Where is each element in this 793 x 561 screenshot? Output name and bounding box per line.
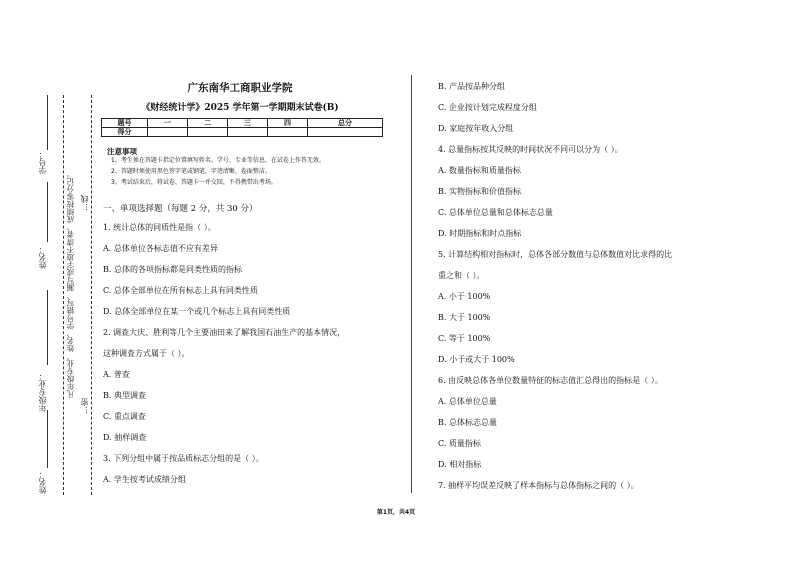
name-blank-2 (47, 410, 48, 468)
question-line: 6. 由反映总体各单位数量特征的标志值汇总得出的指标是（ ）。 (438, 376, 663, 385)
question-line: B. 产品按品种分组 (438, 82, 505, 91)
question-line: C. 企业按计划完成程度分组 (438, 103, 537, 112)
question-line: C. 总体单位总量和总体标志总量 (438, 208, 553, 217)
score-table-cell: 四 (268, 119, 308, 128)
major-label: 年级专业： (38, 372, 47, 412)
question-line: 2. 调查大庆、胜利等几个主要油田来了解我国石油生产的基本情况， (103, 328, 346, 337)
binding-dashed-line-inner (91, 95, 92, 495)
question-line: D. 家庭按年收入分组 (438, 124, 514, 133)
question-line: D. 抽样调查 (103, 433, 147, 442)
question-line: C. 等于 100% (438, 334, 491, 343)
question-line: 3. 下列分组中属于按品质标志分组的是（ ）。 (103, 454, 264, 463)
score-table-cell: 二 (188, 119, 228, 128)
question-line: 这种调查方式属于（ ）。 (103, 349, 190, 358)
page-number: 第1页，共4页 (376, 509, 416, 516)
score-table-cell (148, 128, 188, 137)
question-line: 4. 总量指标按其反映的时间状况不同可以分为（ ）。 (438, 145, 623, 154)
notes-title: 注意事项 (107, 147, 137, 156)
question-line: C. 重点调查 (103, 412, 146, 421)
score-table-score-row (102, 128, 383, 137)
score-table-cell (188, 128, 228, 137)
question-line: D. 总体全部单位在某一个或几个标志上具有同类性质 (103, 307, 291, 316)
question-line: 重之和（ ）。 (438, 271, 485, 280)
question-line: A. 总体单位总量 (438, 397, 497, 406)
binding-line-mark-top: …线 (80, 195, 89, 211)
score-table-cell: 题号 (102, 119, 148, 128)
question-line: C. 总体全部单位在所有标志上具有同类性质 (103, 286, 258, 295)
score-table-cell (308, 128, 383, 137)
question-line: B. 大于 100% (438, 313, 491, 322)
score-table (101, 118, 383, 137)
question-line: D. 小于或大于 100% (438, 355, 515, 364)
exam-title: 《财经统计学》2025 学年第一学期期末试卷(B) (141, 103, 339, 113)
student-id-blank (47, 95, 48, 150)
school-name: 广东南华工商职业学院 (187, 82, 293, 94)
question-line: B. 典型调查 (103, 391, 146, 400)
name-blank-1 (47, 182, 48, 242)
score-table-cell (228, 128, 268, 137)
question-line: A. 小于 100% (438, 292, 491, 301)
score-table-cell: 总分 (308, 119, 383, 128)
binding-line-mark-bottom: …密 (80, 398, 89, 414)
section-heading: 一、单项选择题（每题 2 分，共 30 分） (103, 204, 258, 214)
question-line: B. 总体标志总量 (438, 418, 497, 427)
column-divider (411, 75, 412, 493)
name-label-1: 姓名： (38, 245, 47, 269)
major-blank (47, 290, 48, 365)
score-table-cell (268, 128, 308, 137)
note-item: 2、答题时须使用黑色签字笔或钢笔，字迹清晰，卷面整洁。 (111, 168, 271, 175)
binding-warning: 凡年级专业、姓名、学号错写、漏写或字迹不清者，成绩按零分记。 (66, 170, 75, 398)
score-table-cell: 得分 (102, 128, 148, 137)
question-line: B. 实物指标和价值指标 (438, 187, 521, 196)
question-line: 5. 计算结构相对指标时，总体各部分数值与总体数值对比求得的比 (438, 250, 673, 259)
student-id-label: 学号： (38, 150, 47, 174)
name-label-2: 姓名： (38, 470, 47, 494)
score-table-cell: 三 (228, 119, 268, 128)
score-table-header-row (102, 119, 383, 128)
question-line: 7. 抽样平均误差反映了样本指标与总体指标之间的（ ）。 (438, 481, 639, 490)
question-line: 1. 统计总体的同质性是指（ ）。 (103, 223, 216, 232)
question-line: A. 总体单位各标志值不应有差异 (103, 244, 218, 253)
score-table-cell: 一 (148, 119, 188, 128)
note-item: 3、考试结束后，将试卷、答题卡一并交回，不得携带出考场。 (111, 179, 277, 186)
question-line: D. 相对指标 (438, 460, 482, 469)
binding-dashed-line-outer (63, 95, 64, 495)
question-line: D. 时期指标和时点指标 (438, 229, 522, 238)
question-line: A. 数量指标和质量指标 (438, 166, 521, 175)
question-line: C. 质量指标 (438, 439, 481, 448)
question-line: B. 总体的各项指标都是同类性质的指标 (103, 265, 242, 274)
note-item: 1、考生须在答题卡指定位置填写姓名、学号、专业等信息，在试卷上作答无效。 (111, 157, 325, 164)
question-line: A. 普查 (103, 370, 130, 379)
question-line: A. 学生按考试成绩分组 (103, 475, 186, 484)
